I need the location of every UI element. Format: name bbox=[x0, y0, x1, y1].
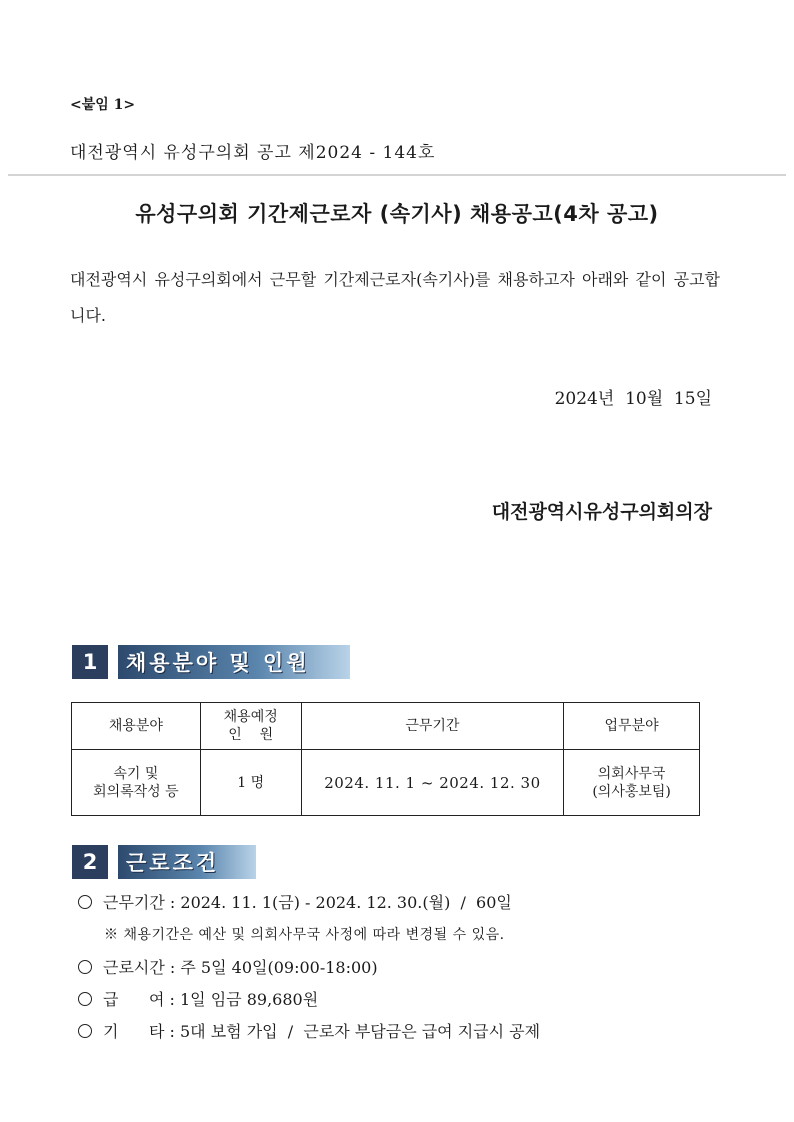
section-2-number: 2 bbox=[72, 845, 108, 879]
cell-period: 2024. 11. 1 ~ 2024. 12. 30 bbox=[301, 750, 564, 816]
cell-field-line1: 속기 및 bbox=[113, 765, 159, 782]
attachment-label: <붙임 1> bbox=[70, 97, 136, 113]
condition-item-other bbox=[78, 1019, 540, 1042]
condition-value: : 2024. 11. 1(금) - 2024. 12. 30.(월) / 60일 bbox=[164, 893, 512, 912]
circle-bullet-icon bbox=[78, 992, 92, 1006]
document-title: 유성구의회 기간제근로자 (속기사) 채용공고(4차 공고) bbox=[135, 202, 659, 226]
circle-bullet-icon bbox=[78, 1024, 92, 1038]
condition-item-period bbox=[78, 890, 512, 913]
header-department: 업무분야 bbox=[564, 703, 700, 750]
header-headcount-line1: 채용예정 bbox=[223, 709, 278, 725]
cell-field bbox=[72, 750, 201, 816]
header-headcount bbox=[200, 703, 301, 750]
header-period: 근무기간 bbox=[301, 703, 564, 750]
section-2-header bbox=[72, 845, 256, 879]
table-row bbox=[72, 750, 700, 816]
condition-item-hours bbox=[78, 955, 378, 978]
recruitment-table bbox=[71, 702, 700, 816]
cell-department bbox=[564, 750, 700, 816]
cell-field-line2: 회의록작성 등 bbox=[93, 783, 179, 800]
notice-date: 2024년 10월 15일 bbox=[554, 389, 712, 409]
section-1-header bbox=[72, 645, 350, 679]
cell-headcount: 1 명 bbox=[200, 750, 301, 816]
circle-bullet-icon bbox=[78, 960, 92, 974]
condition-label: 근무기간 bbox=[103, 893, 165, 912]
section-2-title: 근로조건 bbox=[118, 845, 256, 879]
period-note: ※ 채용기간은 예산 및 의회사무국 사정에 따라 변경될 수 있음. bbox=[104, 927, 505, 943]
table-header-row bbox=[72, 703, 700, 750]
header-divider bbox=[8, 174, 786, 176]
notice-number: 대전광역시 유성구의회 공고 제2024 - 144호 bbox=[70, 143, 436, 163]
intro-paragraph: 대전광역시 유성구의회에서 근무할 기간제근로자(속기사)를 채용하고자 아래와 같이 공고합니다. bbox=[70, 270, 720, 325]
condition-label: 근로시간 bbox=[103, 958, 165, 977]
section-1-number: 1 bbox=[72, 645, 108, 679]
condition-value: : 5대 보험 가입 / 근로자 부담금은 급여 지급시 공제 bbox=[164, 1022, 541, 1041]
cell-department-line1: 의회사무국 bbox=[597, 765, 666, 782]
condition-item-pay bbox=[78, 987, 318, 1010]
section-1-title: 채용분야 및 인원 bbox=[118, 645, 350, 679]
signer-name: 대전광역시유성구의회의장 bbox=[491, 501, 712, 523]
header-headcount-line2: 인 원 bbox=[228, 727, 274, 743]
condition-value: : 1일 임금 89,680원 bbox=[164, 990, 319, 1009]
condition-label: 급 여 bbox=[103, 990, 165, 1009]
circle-bullet-icon bbox=[78, 895, 92, 909]
condition-value: : 주 5일 40일(09:00-18:00) bbox=[164, 958, 378, 977]
condition-label: 기 타 bbox=[103, 1022, 165, 1041]
header-field: 채용분야 bbox=[72, 703, 201, 750]
cell-department-line2: (의사홍보팀) bbox=[592, 783, 671, 800]
